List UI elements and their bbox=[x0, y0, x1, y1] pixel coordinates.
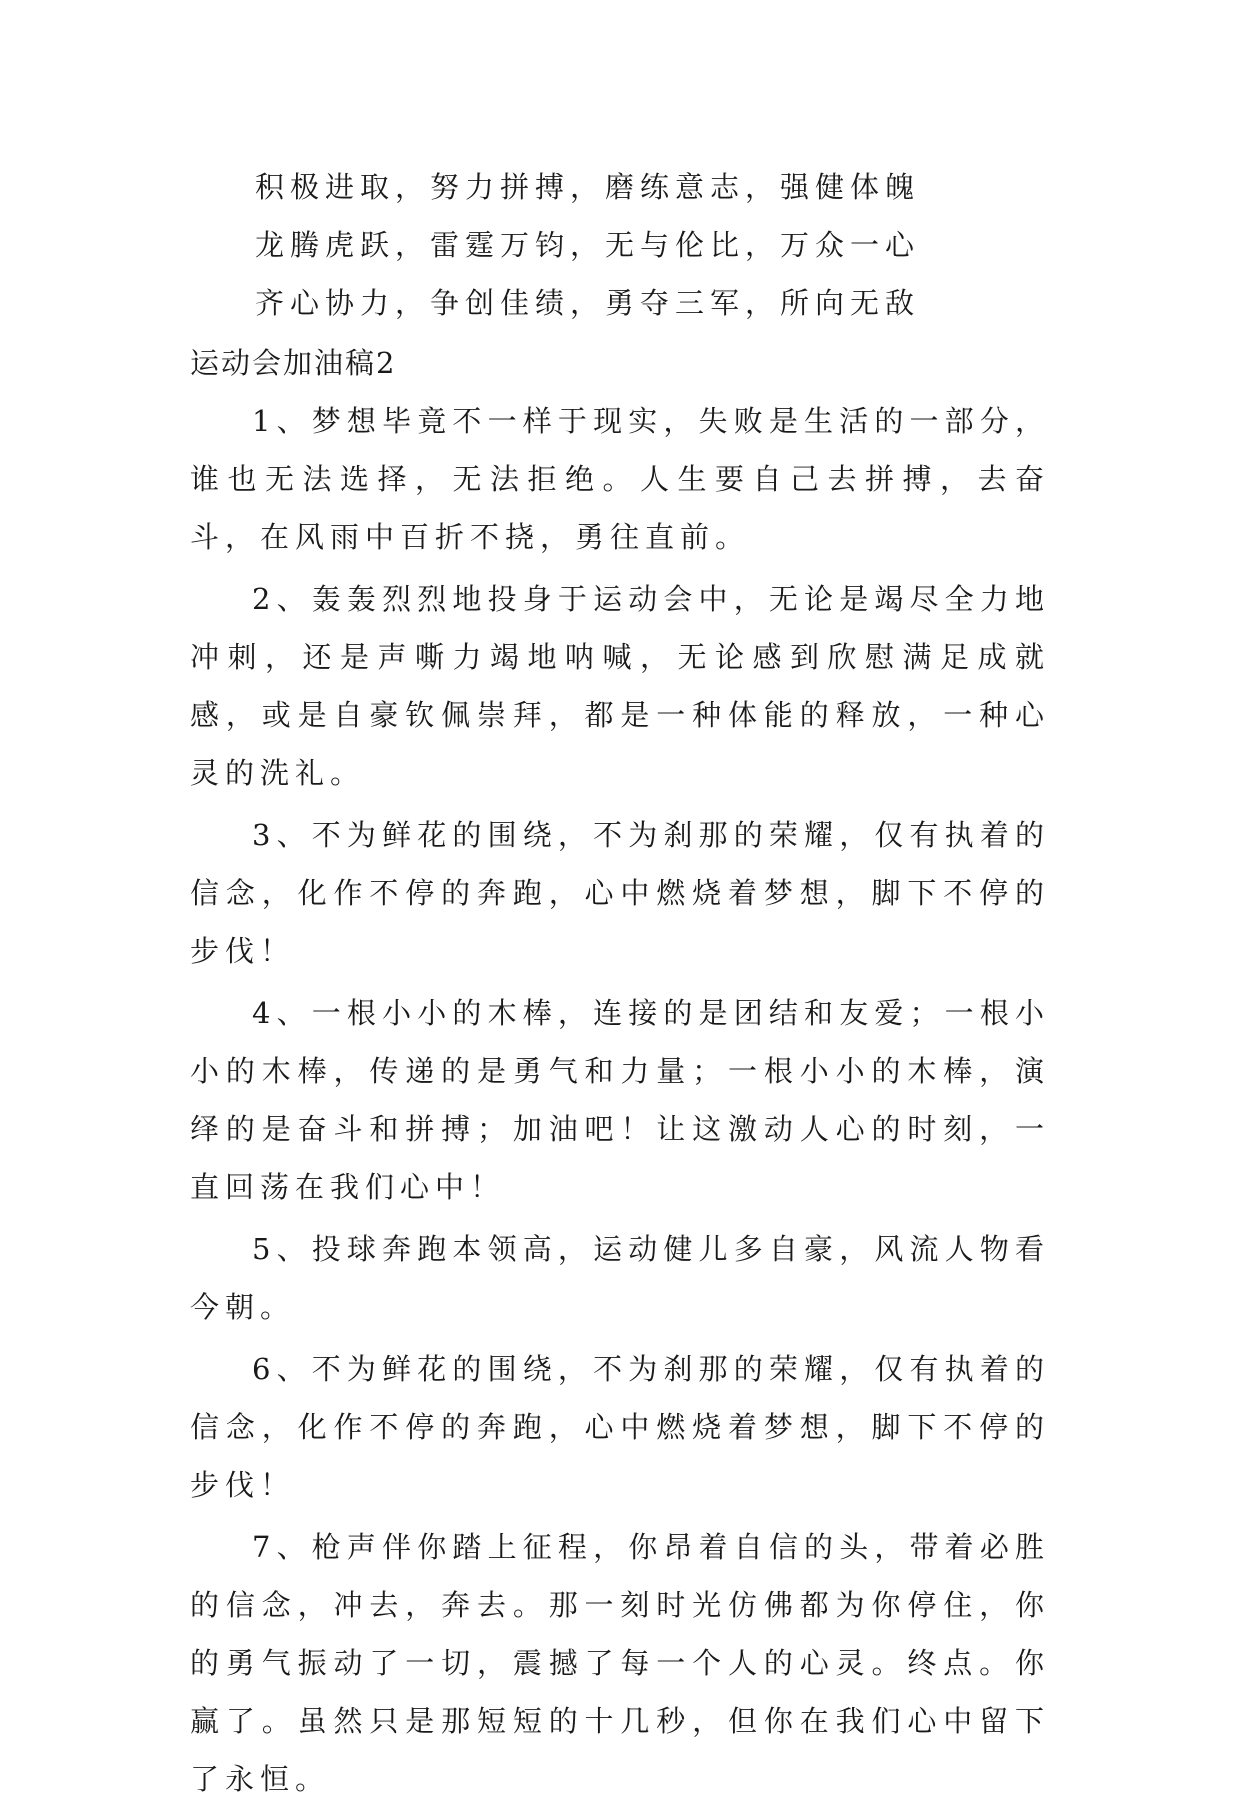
paragraph: 7、枪声伴你踏上征程，你昂着自信的头，带着必胜的信念，冲去，奔去。那一刻时光仿佛都为你停住，你的勇气振动了一切，震撼了每一个人的心灵。终点。你赢了。虽然只是那短短的十几秒，但你在我们心中留下了永恒。 bbox=[190, 1530, 1050, 1796]
paragraph: 2、轰轰烈烈地投身于运动会中，无论是竭尽全力地冲刺，还是声嘶力竭地呐喊，无论感到欣慰满足成就感，或是自豪钦佩崇拜，都是一种体能的释放，一种心灵的洗礼。 bbox=[190, 582, 1050, 790]
slogan-line: 积极进取，努力拼搏，磨练意志，强健体魄 bbox=[255, 170, 921, 204]
paragraph: 6、不为鲜花的围绕，不为刹那的荣耀，仅有执着的信念，化作不停的奔跑，心中燃烧着梦想，脚下不停的步伐！ bbox=[190, 1352, 1050, 1502]
paragraph: 3、不为鲜花的围绕，不为刹那的荣耀，仅有执着的信念，化作不停的奔跑，心中燃烧着梦想，脚下不停的步伐！ bbox=[190, 818, 1050, 968]
slogan-line: 龙腾虎跃，雷霆万钧，无与伦比，万众一心 bbox=[255, 228, 921, 262]
paragraph-list bbox=[190, 392, 1050, 1812]
paragraph: 1、梦想毕竟不一样于现实，失败是生活的一部分，谁也无法选择，无法拒绝。人生要自己去拼搏，去奋斗，在风雨中百折不挠，勇往直前。 bbox=[190, 404, 1050, 554]
paragraph: 5、投球奔跑本领高，运动健儿多自豪，风流人物看今朝。 bbox=[190, 1232, 1050, 1324]
slogan-list bbox=[255, 158, 920, 332]
paragraph: 4、一根小小的木棒，连接的是团结和友爱；一根小小的木棒，传递的是勇气和力量；一根小小的木棒，演绎的是奋斗和拼搏；加油吧！让这激动人心的时刻，一直回荡在我们心中！ bbox=[190, 996, 1050, 1204]
section-title: 运动会加油稿2 bbox=[190, 346, 397, 380]
slogan-line: 齐心协力，争创佳绩，勇夺三军，所向无敌 bbox=[255, 286, 921, 320]
